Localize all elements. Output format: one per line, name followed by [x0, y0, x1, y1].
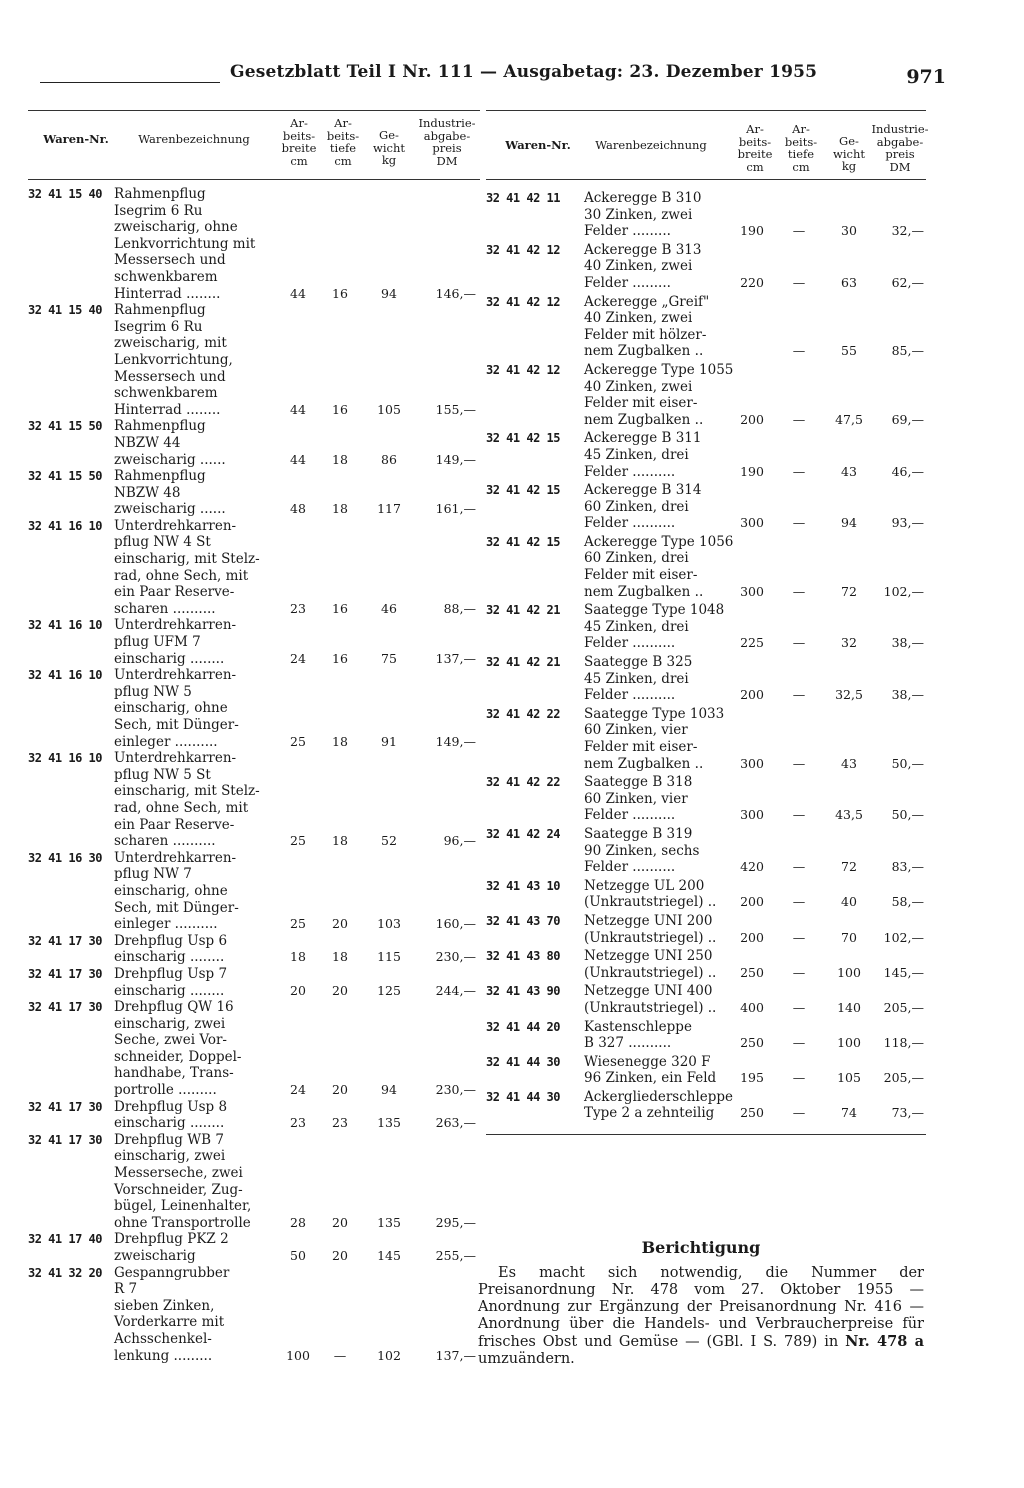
arbeitsbreite: 300	[740, 807, 764, 823]
warenbezeichnung: Saategge B 325 45 Zinken, drei Felder ..........	[584, 654, 693, 704]
preis: 118,—	[883, 1035, 924, 1051]
waren-nr: 32 41 42 15	[486, 483, 560, 498]
warenbezeichnung: Drehpflug Usp 6 einscharig ........	[114, 932, 228, 966]
waren-nr: 32 41 15 50	[28, 419, 102, 434]
arbeitsbreite: 25	[290, 733, 306, 749]
arbeitstiefe: —	[792, 635, 806, 651]
warenbezeichnung: Rahmenpflug Isegrim 6 Ru zweischarig, mit Lenkvorrichtung, Messersech und schwenkbarem Hinterrad ........	[114, 302, 233, 418]
arbeitsbreite: 300	[740, 583, 764, 599]
warenbezeichnung: Ackeregge B 310 30 Zinken, zwei Felder .........	[584, 190, 702, 240]
waren-nr: 32 41 42 21	[486, 655, 560, 670]
gewicht: 94	[841, 515, 857, 531]
gewicht: 115	[377, 949, 401, 965]
arbeitsbreite: 190	[740, 223, 764, 239]
arbeitstiefe: 20	[332, 1248, 348, 1263]
arbeitsbreite: 190	[740, 463, 764, 479]
arbeitsbreite: 25	[290, 833, 306, 849]
preis: 146,—	[435, 285, 476, 301]
arbeitsbreite: 200	[740, 411, 764, 427]
warenbezeichnung: Ackeregge „Greif" 40 Zinken, zwei Felder mit hölzer- nem Zugbalken ..	[584, 293, 710, 360]
waren-nr: 32 41 17 30	[28, 933, 102, 948]
gewicht: 145	[377, 1248, 401, 1263]
warenbezeichnung: Unterdrehkarren- pflug NW 7 einscharig, ohne Sech, mit Dünger- einleger ..........	[114, 849, 239, 933]
table-row	[486, 983, 926, 1016]
table-row	[28, 999, 480, 1099]
preis: 46,—	[891, 463, 924, 479]
arbeitstiefe: 23	[332, 1115, 348, 1131]
preis: 62,—	[891, 274, 924, 290]
page-number: 971	[906, 66, 946, 88]
arbeitstiefe: —	[792, 859, 806, 875]
preis: 50,—	[891, 807, 924, 823]
arbeitsbreite: 23	[290, 1115, 306, 1131]
gewicht: 55	[841, 343, 857, 359]
table-row	[28, 933, 480, 966]
preis: 96,—	[443, 833, 476, 849]
arbeitstiefe: 16	[332, 600, 348, 616]
gewicht: 102	[377, 1347, 401, 1363]
arbeitsbreite: 28	[290, 1214, 306, 1230]
table-row	[486, 774, 926, 824]
gewicht: 43	[841, 755, 857, 771]
preis: 149,—	[435, 451, 476, 467]
arbeitstiefe: —	[792, 343, 806, 359]
arbeitstiefe: —	[792, 274, 806, 290]
col-tiefe: Ar- beits- tiefe cm	[326, 116, 360, 168]
col-waren-nr: Waren-Nr.	[43, 132, 109, 146]
arbeitsbreite: 20	[290, 982, 306, 998]
preis: 255,—	[435, 1248, 476, 1263]
arbeitsbreite: 24	[290, 650, 306, 666]
arbeitsbreite: 420	[740, 859, 764, 875]
waren-nr: 32 41 15 40	[28, 187, 102, 201]
col-bezeichnung: Warenbezeichnung	[595, 138, 707, 152]
preis: 73,—	[891, 1105, 924, 1121]
arbeitsbreite: 44	[290, 401, 306, 417]
table-body	[28, 180, 480, 1364]
gewicht: 86	[381, 451, 397, 467]
gewicht: 43,5	[835, 807, 863, 823]
waren-nr: 32 41 44 30	[486, 1054, 560, 1069]
arbeitstiefe: —	[792, 515, 806, 531]
arbeitstiefe: 16	[332, 401, 348, 417]
table-row	[486, 826, 926, 876]
arbeitsbreite: 44	[290, 285, 306, 301]
preis: 205,—	[883, 999, 924, 1015]
warenbezeichnung: Rahmenpflug NBZW 44 zweischarig ......	[114, 418, 226, 468]
waren-nr: 32 41 17 30	[28, 966, 102, 981]
table-row	[486, 913, 926, 946]
warenbezeichnung: Wiesenegge 320 F 96 Zinken, ein Feld	[584, 1053, 717, 1087]
warenbezeichnung: Drehpflug Usp 7 einscharig ........	[114, 965, 228, 999]
warenbezeichnung: Ackeregge Type 1055 40 Zinken, zwei Felder mit eiser- nem Zugbalken ..	[584, 361, 734, 428]
arbeitsbreite: 195	[740, 1070, 764, 1086]
waren-nr: 32 41 42 11	[486, 191, 560, 205]
warenbezeichnung: Unterdrehkarren- pflug UFM 7 einscharig ........	[114, 617, 237, 667]
gewicht: 63	[841, 274, 857, 290]
gewicht: 75	[381, 650, 397, 666]
warenbezeichnung: Saategge B 318 60 Zinken, vier Felder ..........	[584, 774, 693, 824]
arbeitstiefe: 18	[332, 833, 348, 849]
gewicht: 43	[841, 463, 857, 479]
warenbezeichnung: Gespanngrubber R 7 sieben Zinken, Vorderkarre mit Achsschenkel- lenkung .........	[114, 1264, 230, 1364]
page-title: Gesetzblatt Teil I Nr. 111 — Ausgabetag: 23. Dezember 1955	[230, 62, 818, 82]
waren-nr: 32 41 16 10	[28, 668, 102, 683]
table-row	[28, 617, 480, 667]
table-row	[486, 1089, 926, 1122]
table-row	[28, 468, 480, 518]
waren-nr: 32 41 17 30	[28, 1132, 102, 1147]
gewicht: 117	[377, 501, 401, 517]
warenbezeichnung: Unterdrehkarren- pflug NW 5 einscharig, ohne Sech, mit Dünger- einleger ..........	[114, 667, 239, 750]
table-row	[486, 362, 926, 428]
waren-nr: 32 41 16 10	[28, 618, 102, 633]
arbeitsbreite: 300	[740, 515, 764, 531]
waren-nr: 32 41 42 21	[486, 603, 560, 618]
arbeitstiefe: —	[792, 223, 806, 239]
waren-nr: 32 41 16 10	[28, 518, 102, 533]
gewicht: 70	[841, 929, 857, 945]
arbeitstiefe: —	[792, 1105, 806, 1121]
preis: 38,—	[891, 635, 924, 651]
warenbezeichnung: Drehpflug QW 16 einscharig, zwei Seche, zwei Vor- schneider, Doppel- handhabe, Trans- portrolle .........	[114, 999, 242, 1099]
gewicht: 100	[837, 964, 861, 980]
gewicht: 125	[377, 982, 401, 998]
col-breite: Ar- beits- breite cm	[281, 116, 317, 168]
table-row	[486, 1054, 926, 1087]
arbeitstiefe: —	[792, 964, 806, 980]
waren-nr: 32 41 42 12	[486, 294, 560, 309]
table-row	[486, 878, 926, 911]
correction-number: Nr. 478 a	[845, 1333, 924, 1350]
arbeitsbreite: 200	[740, 894, 764, 910]
preis: 295,—	[435, 1214, 476, 1230]
table-row	[486, 948, 926, 981]
gewicht: 40	[841, 894, 857, 910]
table-row	[28, 418, 480, 468]
warenbezeichnung: Ackeregge B 313 40 Zinken, zwei Felder .........	[584, 241, 702, 291]
arbeitsbreite: 250	[740, 964, 764, 980]
waren-nr: 32 41 15 50	[28, 469, 102, 484]
preis: 83,—	[891, 859, 924, 875]
col-breite: Ar- beits- breite cm	[737, 122, 773, 174]
table-row	[486, 430, 926, 480]
waren-nr: 32 41 43 70	[486, 913, 560, 928]
arbeitstiefe: 18	[332, 949, 348, 965]
preis: 263,—	[435, 1115, 476, 1131]
preis: 161,—	[435, 501, 476, 517]
preis: 137,—	[435, 650, 476, 666]
col-preis: Industrie- abgabe- preis DM	[871, 122, 929, 174]
table-row	[28, 518, 480, 618]
correction-body: Es macht sich notwendig, die Nummer der Preisanordnung Nr. 478 vom 27. Oktober 1955 — Anordnung zur Ergänzung der Preisanordnung Nr. 416 — Anordnung über die Handels- und Verbraucherpreise für frisches Obst und Gemüse — (GBl. I S. 789) in	[478, 1265, 924, 1350]
warenbezeichnung: Netzegge UL 200 (Unkrautstriegel) ..	[584, 877, 717, 911]
warenbezeichnung: Drehpflug WB 7 einscharig, zwei Messerseche, zwei Vorschneider, Zug- bügel, Leinenhalter, ohne Transportrolle	[114, 1131, 252, 1231]
table-row	[486, 482, 926, 532]
arbeitsbreite: 23	[290, 600, 306, 616]
warenbezeichnung: Saategge Type 1048 45 Zinken, drei Felder ..........	[584, 602, 725, 652]
arbeitstiefe: 16	[332, 650, 348, 666]
col-preis: Industrie- abgabe- preis DM	[418, 116, 476, 168]
arbeitsbreite: 24	[290, 1082, 306, 1098]
preis: 149,—	[435, 733, 476, 749]
table-header	[486, 110, 929, 180]
col-tiefe: Ar- beits- tiefe cm	[784, 122, 818, 174]
waren-nr: 32 41 42 22	[486, 775, 560, 790]
arbeitsbreite: 48	[290, 501, 306, 517]
table-row	[486, 1019, 926, 1052]
header-rule	[40, 82, 220, 83]
arbeitsbreite: 225	[740, 635, 764, 651]
gewicht: 30	[841, 223, 857, 239]
table-body	[486, 180, 926, 1122]
waren-nr: 32 41 43 90	[486, 984, 560, 999]
col-gewicht: Ge- wicht kg	[373, 128, 405, 167]
preis: 205,—	[883, 1070, 924, 1086]
preis: 155,—	[435, 401, 476, 417]
waren-nr: 32 41 44 20	[486, 1019, 560, 1034]
preis: 244,—	[435, 982, 476, 998]
waren-nr: 32 41 42 15	[486, 534, 560, 549]
waren-nr: 32 41 15 40	[28, 303, 102, 318]
correction-text	[478, 1265, 924, 1368]
preis: 85,—	[891, 343, 924, 359]
gewicht: 100	[837, 1035, 861, 1051]
warenbezeichnung: Saategge Type 1033 60 Zinken, vier Felder mit eiser- nem Zugbalken ..	[584, 705, 725, 772]
table-row	[28, 186, 480, 302]
arbeitstiefe: —	[792, 929, 806, 945]
arbeitsbreite: 200	[740, 687, 764, 703]
preis: 50,—	[891, 755, 924, 771]
table-end-rule	[486, 1134, 926, 1135]
arbeitsbreite: 300	[740, 755, 764, 771]
table-row	[486, 534, 926, 600]
arbeitsbreite: 44	[290, 451, 306, 467]
col-gewicht: Ge- wicht kg	[833, 134, 865, 173]
arbeitstiefe: 20	[332, 1214, 348, 1230]
arbeitstiefe: —	[792, 583, 806, 599]
table-row	[486, 294, 926, 360]
arbeitstiefe: —	[792, 463, 806, 479]
gewicht: 94	[381, 1082, 397, 1098]
preis: 137,—	[435, 1347, 476, 1363]
arbeitstiefe: 18	[332, 451, 348, 467]
table-row	[28, 302, 480, 418]
waren-nr: 32 41 32 20	[28, 1265, 102, 1280]
col-waren-nr: Waren-Nr.	[505, 138, 571, 152]
arbeitstiefe: 20	[332, 1082, 348, 1098]
warenbezeichnung: Ackergliederschleppe Type 2 a zehnteilig	[584, 1088, 734, 1122]
arbeitsbreite: 100	[286, 1347, 310, 1363]
warenbezeichnung: Saategge B 319 90 Zinken, sechs Felder ..........	[584, 825, 700, 876]
gewicht: 74	[841, 1105, 857, 1121]
gewicht: 135	[377, 1115, 401, 1131]
preis: 102,—	[883, 583, 924, 599]
warenbezeichnung: Drehpflug PKZ 2 zweischarig	[114, 1231, 229, 1264]
waren-nr: 32 41 44 30	[486, 1089, 560, 1104]
warenbezeichnung: Drehpflug Usp 8 einscharig ........	[114, 1098, 228, 1132]
waren-nr: 32 41 17 30	[28, 1099, 102, 1114]
preis: 230,—	[435, 949, 476, 965]
arbeitsbreite: 400	[740, 999, 764, 1015]
gewicht: 32,5	[835, 687, 863, 703]
gewicht: 91	[381, 733, 397, 749]
correction-tail: umzuändern.	[478, 1351, 575, 1367]
arbeitstiefe: —	[792, 687, 806, 703]
waren-nr: 32 41 43 10	[486, 878, 560, 893]
table-row	[28, 850, 480, 933]
preis: 160,—	[435, 916, 476, 932]
warenbezeichnung: Rahmenpflug NBZW 48 zweischarig ......	[114, 468, 226, 518]
arbeitstiefe: —	[792, 411, 806, 427]
gewicht: 72	[841, 859, 857, 875]
warenbezeichnung: Ackeregge B 314 60 Zinken, drei Felder ..........	[584, 482, 702, 532]
waren-nr: 32 41 43 80	[486, 949, 560, 964]
arbeitstiefe: —	[792, 894, 806, 910]
table-row	[486, 602, 926, 652]
waren-nr: 32 41 42 12	[486, 242, 560, 257]
gewicht: 52	[381, 833, 397, 849]
gewicht: 32	[841, 635, 857, 651]
waren-nr: 32 41 17 30	[28, 1000, 102, 1015]
preis: 32,—	[891, 223, 924, 239]
table-row	[28, 1132, 480, 1232]
arbeitstiefe: —	[792, 999, 806, 1015]
table-row	[28, 966, 480, 999]
warenbezeichnung: Ackeregge Type 1056 60 Zinken, drei Felder mit eiser- nem Zugbalken ..	[584, 533, 734, 600]
arbeitsbreite: 220	[740, 274, 764, 290]
preis: 93,—	[891, 515, 924, 531]
arbeitstiefe: —	[792, 755, 806, 771]
table-row	[28, 1099, 480, 1132]
arbeitstiefe: 16	[332, 285, 348, 301]
arbeitsbreite: 250	[740, 1035, 764, 1051]
table-header	[28, 110, 480, 180]
warenbezeichnung: Unterdrehkarren- pflug NW 5 St einscharig, mit Stelz- rad, ohne Sech, mit ein Paar Reserve- scharen ..........	[114, 750, 260, 850]
arbeitstiefe: —	[333, 1347, 347, 1363]
waren-nr: 32 41 42 12	[486, 362, 560, 377]
arbeitstiefe: 18	[332, 501, 348, 517]
correction-title: Berichtigung	[641, 1238, 761, 1257]
gewicht: 94	[381, 285, 397, 301]
gewicht: 140	[837, 999, 861, 1015]
table-row	[28, 1265, 480, 1365]
warenbezeichnung: Netzegge UNI 200 (Unkrautstriegel) ..	[584, 912, 717, 946]
table-row	[486, 706, 926, 772]
right-price-table	[486, 110, 929, 1135]
preis: 69,—	[891, 411, 924, 427]
waren-nr: 32 41 42 15	[486, 431, 560, 446]
arbeitstiefe: 20	[332, 982, 348, 998]
preis: 145,—	[883, 964, 924, 980]
waren-nr: 32 41 17 40	[28, 1232, 102, 1247]
warenbezeichnung: Netzegge UNI 250 (Unkrautstriegel) ..	[584, 948, 717, 981]
warenbezeichnung: Unterdrehkarren- pflug NW 4 St einscharig, mit Stelz- rad, ohne Sech, mit ein Paar Reserve- scharen ..........	[114, 517, 260, 617]
arbeitstiefe: 20	[332, 916, 348, 932]
warenbezeichnung: Ackeregge B 311 45 Zinken, drei Felder ..........	[584, 430, 702, 480]
warenbezeichnung: Rahmenpflug Isegrim 6 Ru zweischarig, ohne Lenkvorrichtung mit Messersech und schwenkbarem Hinterrad ........	[114, 186, 256, 302]
gewicht: 105	[837, 1070, 861, 1086]
preis: 88,—	[443, 600, 476, 616]
table-row	[28, 667, 480, 750]
waren-nr: 32 41 16 30	[28, 850, 102, 865]
table-row	[28, 750, 480, 850]
gewicht: 47,5	[835, 411, 863, 427]
warenbezeichnung: Kastenschleppe B 327 ..........	[584, 1018, 692, 1052]
gewicht: 46	[381, 600, 397, 616]
table-row	[28, 1231, 480, 1264]
waren-nr: 32 41 16 10	[28, 751, 102, 766]
preis: 102,—	[883, 929, 924, 945]
arbeitsbreite: 25	[290, 916, 306, 932]
arbeitsbreite: 50	[290, 1248, 306, 1263]
gewicht: 135	[377, 1214, 401, 1230]
arbeitstiefe: —	[792, 807, 806, 823]
preis: 230,—	[435, 1082, 476, 1098]
table-row	[486, 654, 926, 704]
warenbezeichnung: Netzegge UNI 400 (Unkrautstriegel) ..	[584, 983, 717, 1016]
arbeitstiefe: —	[792, 1070, 806, 1086]
table-row	[486, 190, 926, 240]
waren-nr: 32 41 42 22	[486, 706, 560, 721]
col-bezeichnung: Warenbezeichnung	[138, 132, 250, 146]
correction-notice	[478, 1238, 924, 1368]
preis: 38,—	[891, 687, 924, 703]
arbeitsbreite: 200	[740, 929, 764, 945]
page-header	[40, 62, 946, 92]
arbeitsbreite: 18	[290, 949, 306, 965]
waren-nr: 32 41 42 24	[486, 826, 560, 841]
preis: 58,—	[891, 894, 924, 910]
arbeitstiefe: 18	[332, 733, 348, 749]
gewicht: 103	[377, 916, 401, 932]
arbeitsbreite: 250	[740, 1105, 764, 1121]
gewicht: 105	[377, 401, 401, 417]
gewicht: 72	[841, 583, 857, 599]
left-price-table	[28, 110, 480, 1364]
arbeitstiefe: —	[792, 1035, 806, 1051]
table-row	[486, 242, 926, 292]
